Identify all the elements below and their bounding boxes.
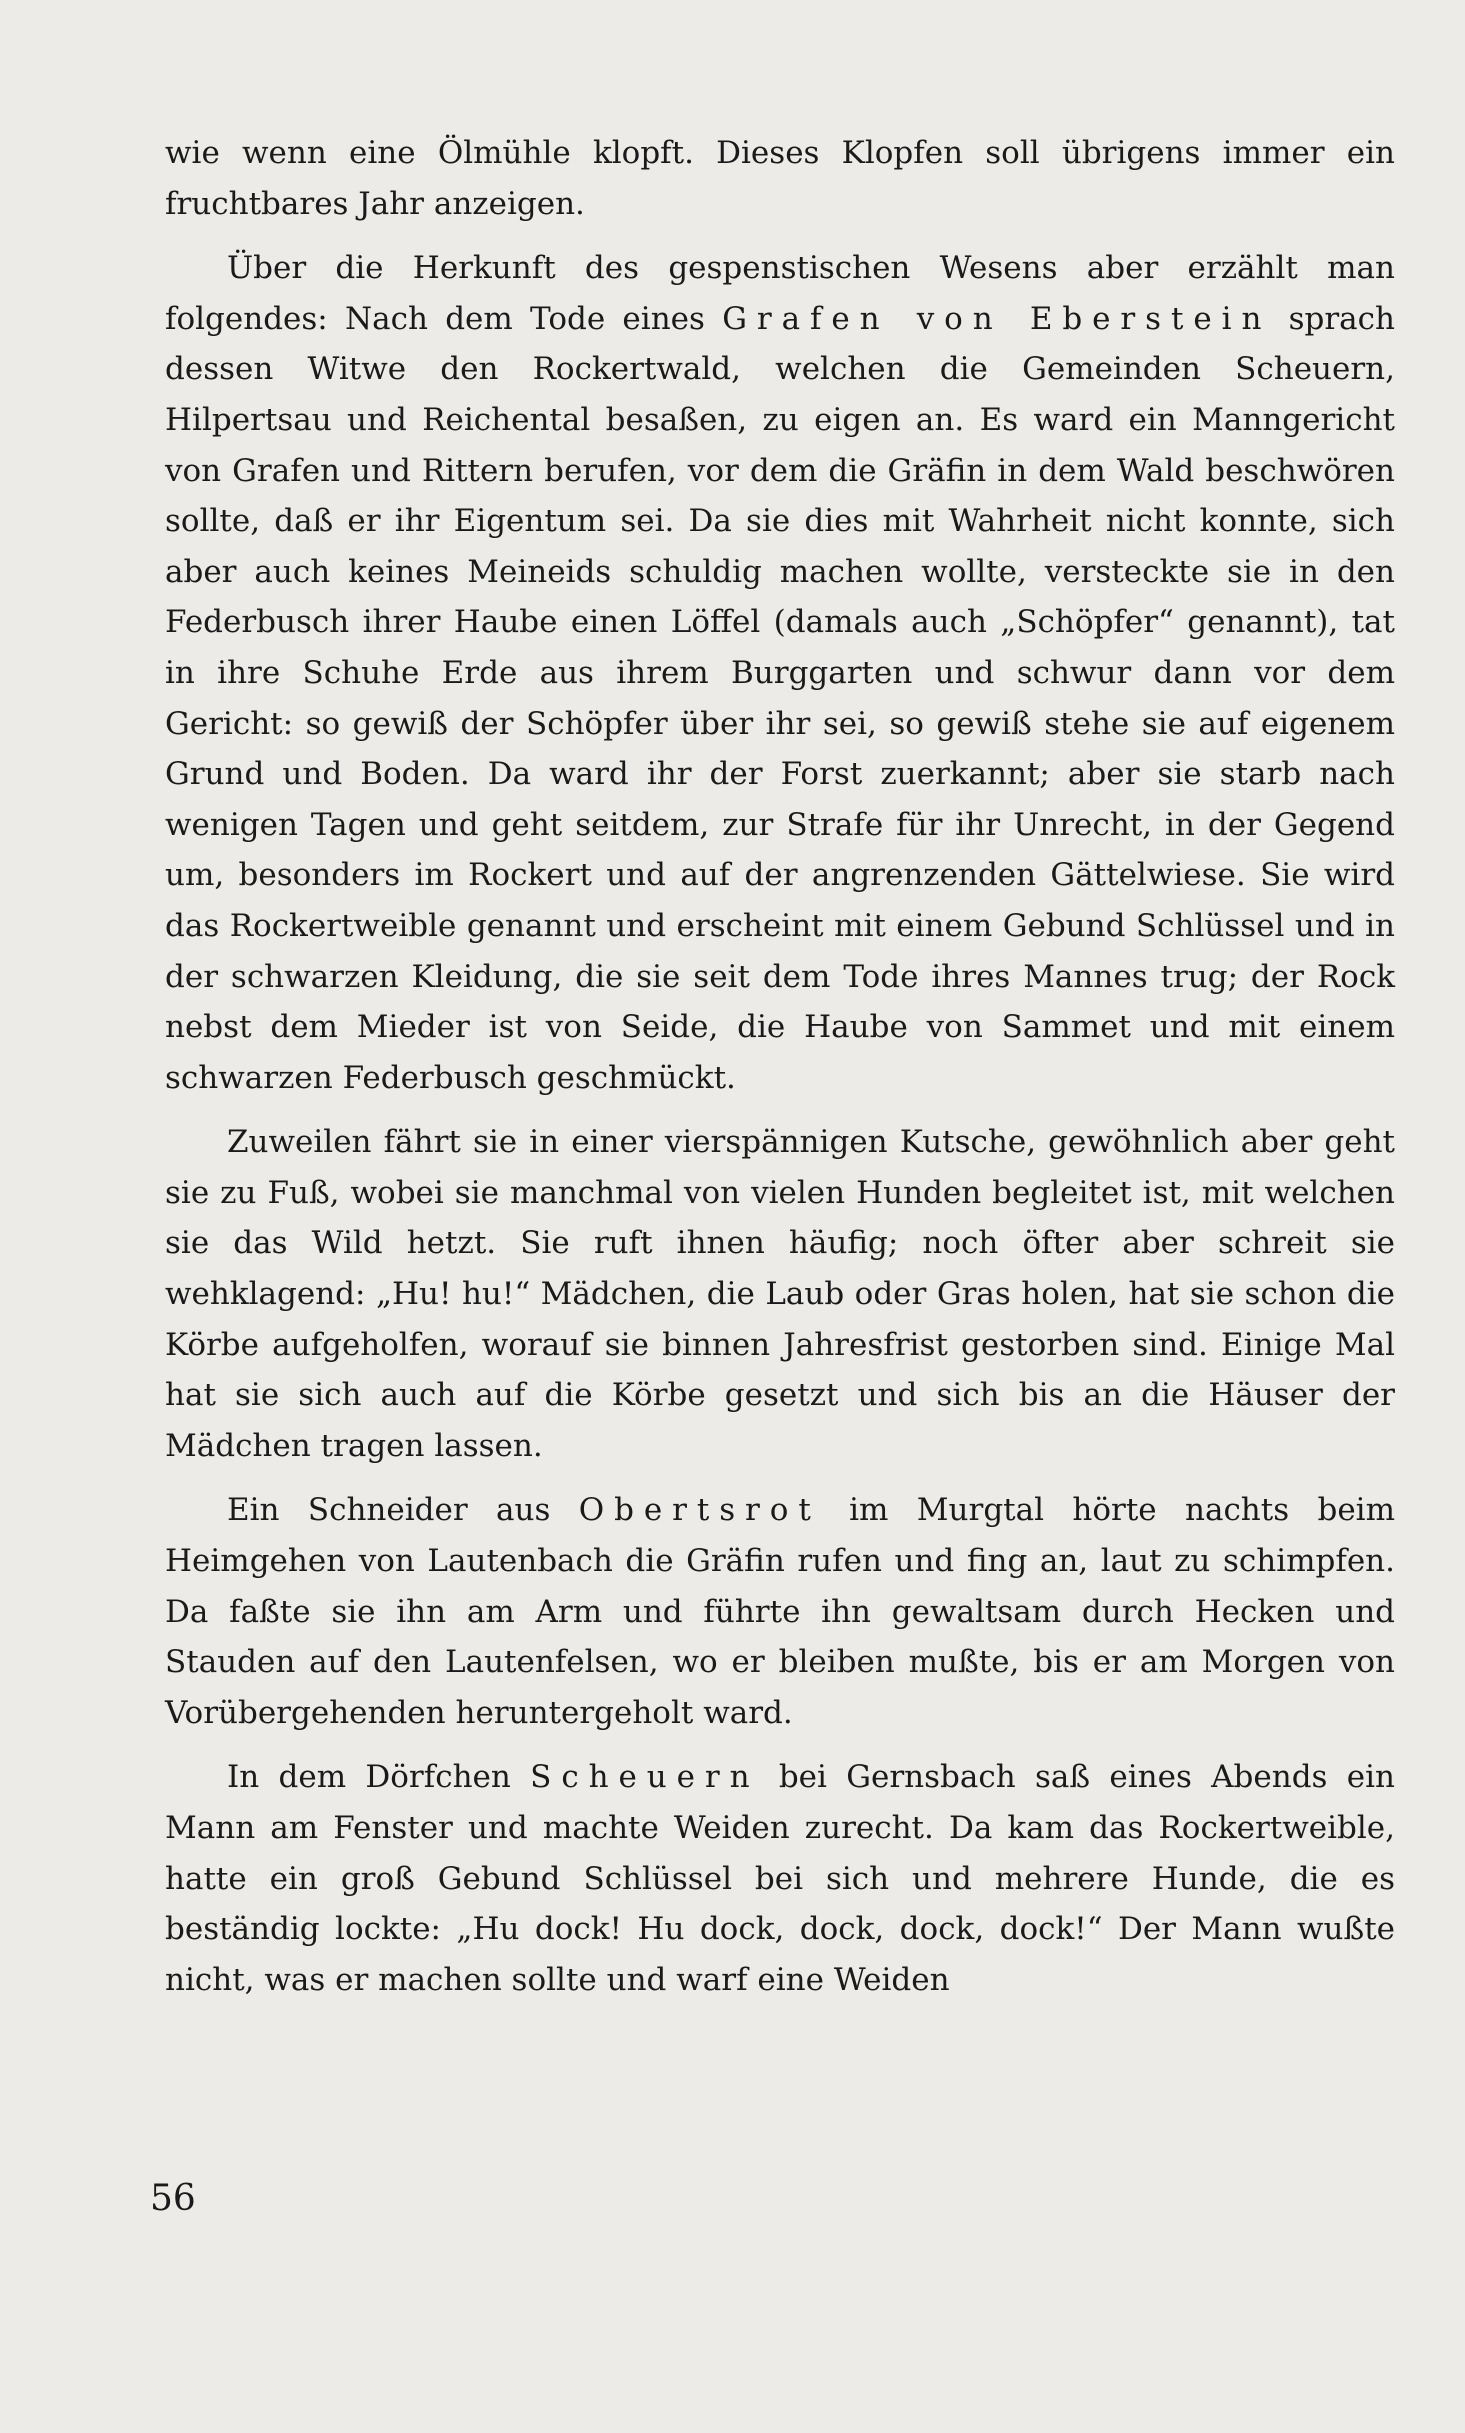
- paragraph-p4: [165, 1485, 1395, 1738]
- text-segment: sprach dessen Witwe den Rockertwald, welchen die Gemeinden Scheuern, Hilpertsau und Reichental besaßen, zu eigen an. Es ward ein Manngericht von Grafen und Rittern berufen, vor dem die Gräfin in dem Wald beschwören sollte, daß er ihr Eigentum sei. Da sie dies mit Wahrheit nicht konnte, sich aber auch keines Meineids schuldig machen wollte, versteckte sie in den Federbusch ihrer Haube einen Löffel (damals auch „Schöpfer“ genannt), tat in ihre Schuhe Erde aus ihrem Burggarten und schwur dann vor dem Gericht: so gewiß der Schöpfer über ihr sei, so gewiß stehe sie auf eigenem Grund und Boden. Da ward ihr der Forst zuerkannt; aber sie starb nach wenigen Tagen und geht seitdem, zur Strafe für ihr Unrecht, in der Gegend um, besonders im Rockert und auf der angrenzenden Gättelwiese. Sie wird das Rockertweible genannt und erscheint mit einem Gebund Schlüssel und in der schwarzen Kleidung, die sie seit dem Tode ihres Mannes trug; der Rock nebst dem Mieder ist von Seide, die Haube von Sammet und mit einem schwarzen Federbusch geschmückt.: [165, 300, 1395, 1096]
- body-text: [165, 128, 1395, 2019]
- text-segment: bei Gernsbach saß eines Abends ein Mann am Fenster und machte Weiden zurecht. Da kam das Rockertweible, hatte ein groß Gebund Schlüssel bei sich und mehrere Hunde, die es beständig lockte: „Hu dock! Hu dock, dock, dock, dock!“ Der Mann wußte nicht, was er machen sollte und warf eine Weiden: [165, 1759, 1395, 1998]
- spaced-name: Obertsrot: [578, 1492, 821, 1529]
- text-segment: wie wenn eine Ölmühle klopft. Dieses Klopfen soll übrigens immer ein fruchtbares Jahr anzeigen.: [165, 135, 1395, 222]
- text-segment: Ein Schneider aus: [227, 1492, 579, 1529]
- paragraph-p2: [165, 243, 1395, 1103]
- spaced-name: Scheuern: [530, 1759, 760, 1796]
- page-number: 56: [150, 2178, 196, 2219]
- text-segment: im Murgtal hörte nachts beim Heimgehen von Lautenbach die Gräfin rufen und fing an, laut zu schimpfen. Da faßte sie ihn am Arm und führte ihn gewaltsam durch Hecken und Stauden auf den Lautenfelsen, wo er bleiben mußte, bis er am Morgen von Vorübergehenden heruntergeholt ward.: [165, 1492, 1395, 1731]
- paragraph-p5: [165, 1752, 1395, 2005]
- text-segment: Über die Herkunft des gespenstischen Wesens aber erzählt man folgendes: Nach dem Tode eines: [165, 250, 1395, 337]
- text-segment: In dem Dörfchen: [227, 1759, 531, 1796]
- spaced-name: Grafen von Eberstein: [722, 300, 1272, 337]
- text-segment: Zuweilen fährt sie in einer vierspännigen Kutsche, gewöhnlich aber geht sie zu Fuß, wobei sie manchmal von vielen Hunden begleitet ist, mit welchen sie das Wild hetzt. Sie ruft ihnen häufig; noch öfter aber schreit sie wehklagend: „Hu! hu!“ Mädchen, die Laub oder Gras holen, hat sie schon die Körbe aufgeholfen, worauf sie binnen Jahresfrist gestorben sind. Einige Mal hat sie sich auch auf die Körbe gesetzt und sich bis an die Häuser der Mädchen tragen lassen.: [165, 1124, 1395, 1464]
- paragraph-p3: [165, 1117, 1395, 1471]
- paragraph-p1: [165, 128, 1395, 229]
